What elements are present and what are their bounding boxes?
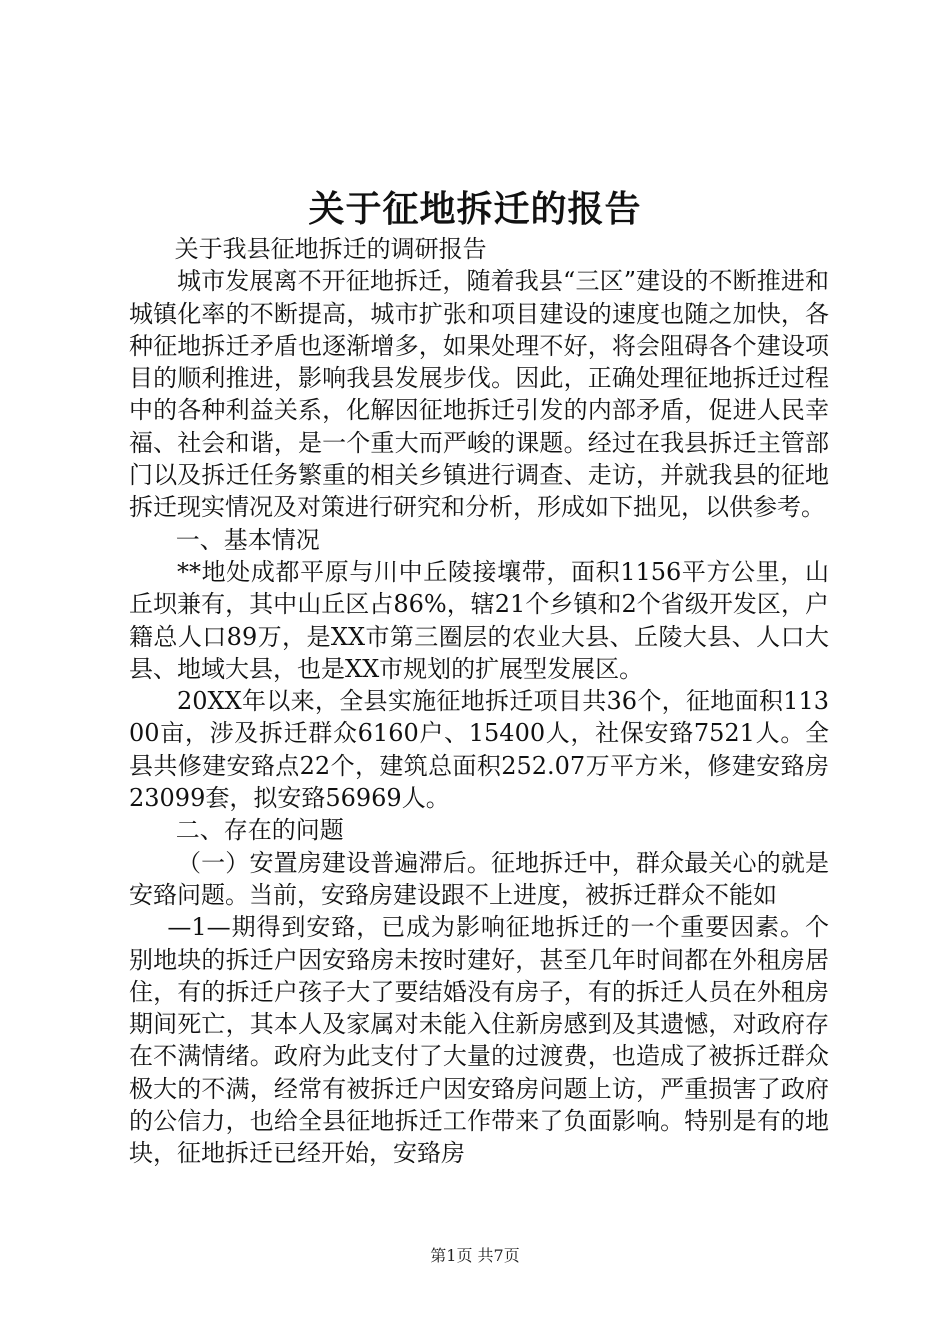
body-paragraph: —1—期得到安臵，已成为影响征地拆迁的一个重要因素。个别地块的拆迁户因安臵房未按时建好，甚至几年时间都在外租房居住，有的拆迁户孩子大了要结婚没有房子，有的拆迁人员在外租房期间死亡，其本人及家属对未能入住新房感到及其遗憾，对政府存在不满情绪。政府为此支付了大量的过渡费，也造成了被拆迁群众极大的不满，经常有被拆迁户因安臵房问题上访，严重损害了政府的公信力，也给全县征地拆迁工作带来了负面影响。特别是有的地块，征地拆迁已经开始，安臵房 [129,913,829,1168]
body-paragraph: （一）安置房建设普遍滞后。征地拆迁中，群众最关心的就是安臵问题。当前，安臵房建设跟不上进度，被拆迁群众不能如 [129,848,829,909]
body-paragraph: **地处成都平原与川中丘陵接壤带，面积1156平方公里，山丘坝兼有，其中山丘区占86%，辖21个乡镇和2个省级开发区，户籍总人口89万，是XX市第三圈层的农业大县、丘陵大县、人口大县、地域大县，也是XX市规划的扩展型发展区。 [129,557,829,683]
section-heading: 一、基本情况 [175,525,320,554]
report-subtitle: 关于我县征地拆迁的调研报告 [174,235,487,263]
document-body [129,233,829,1170]
document-title: 关于征地拆迁的报告 [308,188,642,230]
section-heading: 二、存在的问题 [175,816,344,845]
body-paragraph: 20XX年以来，全县实施征地拆迁项目共36个，征地面积11300亩，涉及拆迁群众6160户、15400人，社保安臵7521人。全县共修建安臵点22个，建筑总面积252.07万平方米，修建安臵房23099套，拟安臵56969人。 [129,687,829,813]
page-footer: 第1页 共7页 [430,1246,520,1265]
body-paragraph: 城市发展离不开征地拆迁，随着我县“三区”建设的不断推进和城镇化率的不断提高，城市扩张和项目建设的速度也随之加快，各种征地拆迁矛盾也逐渐增多，如果处理不好，将会阻碍各个建设项目的顺利推进，影响我县发展步伐。因此，正确处理征地拆迁过程中的各种利益关系，化解因征地拆迁引发的内部矛盾，促进人民幸福、社会和谐，是一个重大而严峻的课题。经过在我县拆迁主管部门以及拆迁任务繁重的相关乡镇进行调查、走访，并就我县的征地拆迁现实情况及对策进行研究和分析，形成如下拙见，以供参考。 [129,267,829,522]
